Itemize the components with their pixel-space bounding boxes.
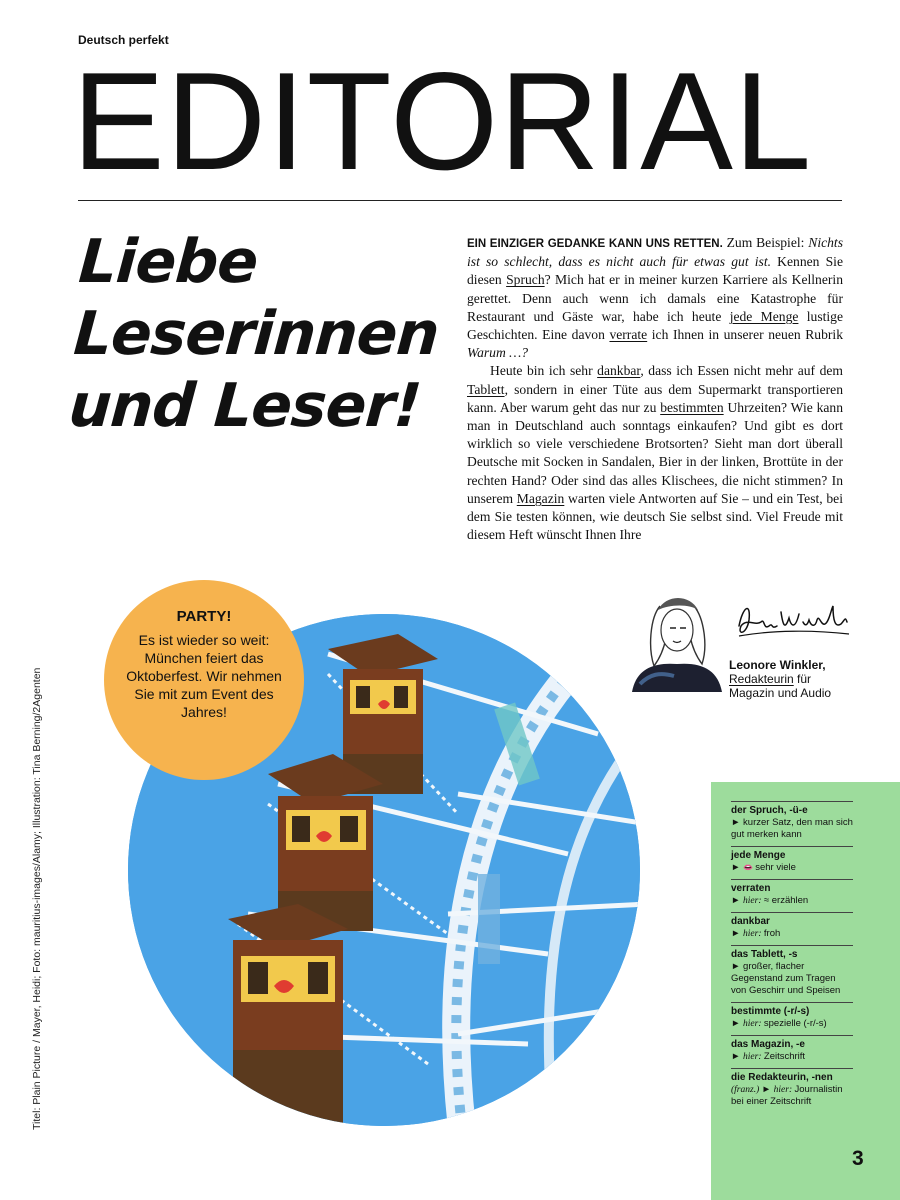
glossary-entry xyxy=(731,801,853,846)
glossary-term: die Redakteurin, -nen xyxy=(731,1072,833,1083)
glossary-term: dankbar xyxy=(731,916,770,927)
arrow-icon: ► xyxy=(731,895,744,906)
glossary-entry xyxy=(731,1035,853,1068)
headline-divider xyxy=(78,200,842,201)
origin-label: (franz.) xyxy=(731,1085,762,1095)
paragraph: EIN EINZIGER GEDANKE KANN UNS RETTEN. Zum Beispiel: Nichts ist so schlecht, dass es nicht auch für etwas gut ist. Kennen Sie diesen Spruch? Mich hat er in meiner kurzen Karriere als Kellnerin gerettet. Denn auch wenn ich damals eine Katastrophe für Restaurant und Gäste war, habe ich heute jede Menge lustige Geschichten. Eine davon verrate ich Ihnen in unserer neuen Rubrik Warum …? xyxy=(467,235,843,361)
glossary-word: dankbar xyxy=(597,363,641,379)
arrow-icon: ► xyxy=(731,1051,744,1062)
glossary-term: bestimmte (-r/-s) xyxy=(731,1006,810,1017)
glossary-definition: ► 👄 sehr viele xyxy=(731,862,796,873)
greeting-line: und Leser! xyxy=(66,371,423,441)
arrow-icon: ► xyxy=(731,817,744,828)
author-block xyxy=(729,658,831,700)
photo-credit: Titel: Plain Picture / Mayer, Heidi; Foto: mauritius-images/Alamy; Illustration: Tina Berning/2Agenten xyxy=(31,667,43,1130)
promo-text: Es ist wieder so weit: München feiert das Oktoberfest. Wir nehmen Sie mit zum Event des Jahres! xyxy=(126,632,282,720)
magazine-brand: Deutsch perfekt xyxy=(78,33,169,47)
handwritten-greeting xyxy=(66,226,441,442)
arrow-icon: ► xyxy=(731,928,744,939)
editorial-body xyxy=(467,234,843,544)
glossary-word: Magazin xyxy=(516,490,565,506)
glossary-list xyxy=(731,801,853,1113)
context-label: hier: xyxy=(743,896,764,906)
promo-heading: PARTY! xyxy=(176,608,232,625)
glossary-word: bestimmten xyxy=(660,399,724,415)
glossary-definition: ► hier: ≈ erzählen xyxy=(731,895,809,906)
greeting-line: Leserinnen xyxy=(71,299,441,369)
glossary-entry xyxy=(731,1002,853,1035)
author-role-line: Magazin und Audio xyxy=(729,686,832,700)
glossary-definition: ► hier: spezielle (-r/-s) xyxy=(731,1018,827,1029)
glossary-definition: ► hier: Zeitschrift xyxy=(731,1051,806,1062)
quote: Nichts ist so schlecht, dass es nicht auch für etwas gut ist. xyxy=(467,235,843,270)
paragraph: Heute bin ich sehr dankbar, dass ich Essen nicht mehr auf dem Tablett, sondern in einer Tüte aus dem Supermarkt transportieren kann. Aber warum geht das nur zu bestimmten Uhrzeiten? Wie kann man in Deutschland auch sonntags einkaufen? Und gibt es dort wirklich so viele verschiedene Brotsorten? Sieht man dort überall Deutsche mit Socken in Sandalen, Bier in der linken, Brottüte in der rechten Hand? Oder sind das alles Klischees, die nicht stimmen? In unserem Magazin warten viele Antworten auf Sie – und ein Test, bei dem Sie testen können, wie deutsch Sie selbst sind. Viel Freude mit diesem Heft wünscht Ihnen Ihre xyxy=(467,363,843,543)
author-role: Redakteurin für xyxy=(729,672,812,686)
glossary-entry xyxy=(731,879,853,912)
arrow-icon: ► xyxy=(731,961,744,972)
page-headline: EDITORIAL xyxy=(72,44,813,199)
rubric-name: Warum …? xyxy=(467,345,529,361)
glossary-definition: (franz.) ► hier: Journalistin bei einer Zeitschrift xyxy=(731,1084,843,1107)
glossary-definition: ► kurzer Satz, den man sich gut merken kann xyxy=(731,817,853,840)
author-signature xyxy=(733,596,853,644)
glossary-entry xyxy=(731,912,853,945)
context-label: hier: xyxy=(773,1085,795,1095)
glossary-term: verraten xyxy=(731,883,771,894)
glossary-entry xyxy=(731,846,853,879)
context-label: hier: xyxy=(743,929,764,939)
glossary-term: das Tablett, -s xyxy=(731,949,798,960)
greeting-line: Liebe xyxy=(76,227,260,297)
page-number: 3 xyxy=(852,1147,864,1170)
glossary-definition: ► großer, flacher Gegenstand zum Tragen von Geschirr und Speisen xyxy=(731,961,841,996)
arrow-icon: ► xyxy=(731,862,744,873)
promo-bubble[interactable] xyxy=(104,580,304,780)
glossary-word: Redakteurin xyxy=(729,672,794,686)
glossary-word: verrate xyxy=(609,327,648,343)
glossary-word: Tablett xyxy=(467,381,505,397)
glossary-definition: ► hier: froh xyxy=(731,928,781,939)
glossary-entry xyxy=(731,1068,853,1113)
author-portrait-illustration xyxy=(630,588,724,692)
glossary-box xyxy=(711,782,900,1200)
glossary-entry xyxy=(731,945,853,1002)
glossary-word: jede Menge xyxy=(729,308,799,324)
author-name: Leonore Winkler, xyxy=(729,658,826,672)
arrow-icon: ► xyxy=(731,1018,744,1029)
lead-in: EIN EINZIGER GEDANKE KANN UNS RETTEN. xyxy=(467,238,723,250)
glossary-term: jede Menge xyxy=(731,850,786,861)
arrow-icon: ► xyxy=(761,1084,774,1095)
glossary-term: das Magazin, -e xyxy=(731,1039,805,1050)
glossary-word: Spruch xyxy=(506,272,545,288)
context-label: hier: xyxy=(743,1052,764,1062)
glossary-term: der Spruch, -ü-e xyxy=(731,805,808,816)
context-label: hier: xyxy=(743,1019,764,1029)
colloquial-lips-icon: 👄 xyxy=(743,863,756,872)
